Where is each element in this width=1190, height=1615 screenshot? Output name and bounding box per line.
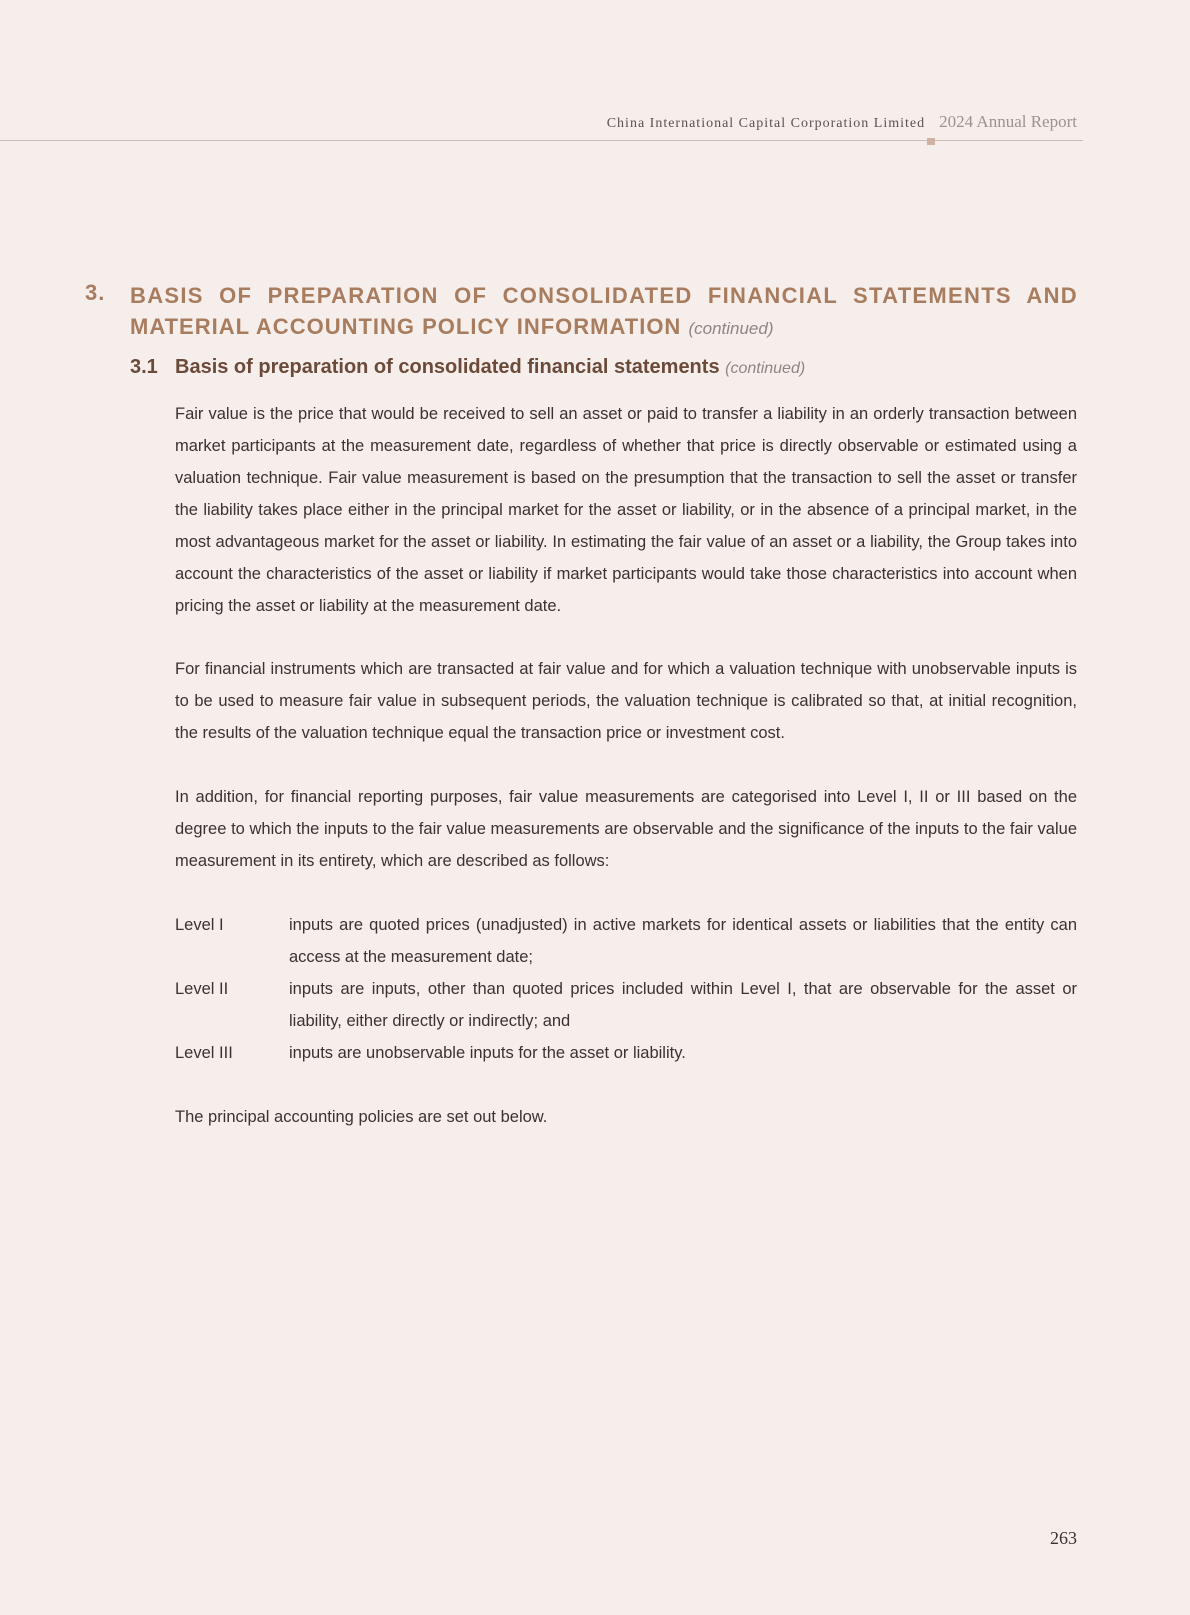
header-divider [0, 140, 1083, 141]
level-item [175, 973, 1077, 1037]
paragraph-principal-policies: The principal accounting policies are set out below. [175, 1108, 548, 1126]
running-header [607, 112, 1077, 132]
paragraph-fair-value-levels-intro: In addition, for financial reporting purposes, fair value measurements are categorised into Level I, II or III based on the degree to which the inputs to the fair value measurements are observable and the significance of the inputs to the fair value measurement in its entirety, which are described as follows: [175, 788, 1077, 870]
section-continued-note: (continued) [688, 319, 774, 338]
paragraph-fair-value-definition: Fair value is the price that would be received to sell an asset or paid to transfer a liability in an orderly transaction between market participants at the measurement date, regardless of whether that price is directly observable or estimated using a valuation technique. Fair value measurement is based on the presumption that the transaction to sell the asset or transfer the liability takes place either in the principal market for the asset or liability, or in the absence of a principal market, in the most advantageous market for the asset or liability. In estimating the fair value of an asset or a liability, the Group takes into account the characteristics of the asset or liability if market participants would take those characteristics into account when pricing the asset or liability at the measurement date. [175, 405, 1077, 615]
level-label: Level I [175, 916, 224, 934]
header-marker-square [927, 138, 935, 145]
level-description: inputs are unobservable inputs for the asset or liability. [289, 1044, 686, 1062]
level-item [175, 1037, 1077, 1069]
paragraph-valuation-technique: For financial instruments which are transacted at fair value and for which a valuation technique with unobservable inputs is to be used to measure fair value in subsequent periods, the valuation technique is calibrated so that, at initial recognition, the results of the valuation technique equal the transaction price or investment cost. [175, 660, 1077, 742]
header-company-name: China International Capital Corporation Limited [606, 116, 926, 131]
subsection-continued-note: (continued) [725, 360, 806, 377]
level-label: Level III [175, 1044, 233, 1062]
section-title-line-2 [130, 311, 1078, 344]
subsection-number: 3.1 [130, 356, 158, 378]
subsection-title [175, 356, 805, 379]
subsection-title-text: Basis of preparation of consolidated financial statements [175, 356, 720, 378]
header-report-title: 2024 Annual Report [939, 112, 1077, 131]
level-description: inputs are inputs, other than quoted prices included within Level I, that are observable for the asset or liability, either directly or indirectly; and [289, 980, 1077, 1030]
level-description: inputs are quoted prices (unadjusted) in active markets for identical assets or liabilities that the entity can access at the measurement date; [289, 916, 1077, 966]
level-item [175, 909, 1077, 973]
level-label: Level II [175, 980, 229, 998]
section-title-line-2-text: MATERIAL ACCOUNTING POLICY INFORMATION [130, 314, 682, 339]
section-number: 3. [85, 280, 106, 305]
section-title [130, 280, 1078, 344]
section-title-line-1: BASIS OF PREPARATION OF CONSOLIDATED FINANCIAL STATEMENTS AND [130, 283, 1078, 308]
page-number: 263 [1050, 1528, 1077, 1548]
fair-value-levels-list [175, 909, 1077, 1069]
